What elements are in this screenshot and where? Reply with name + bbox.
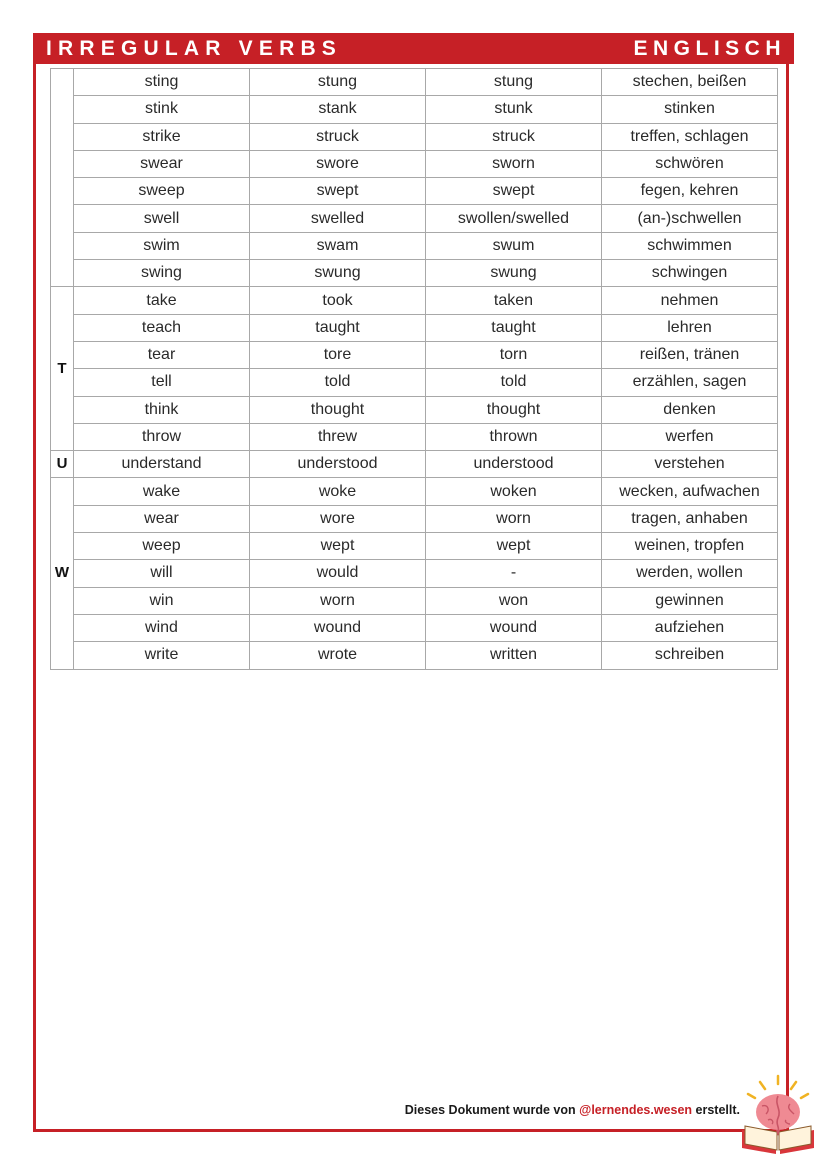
- footer-prefix: Dieses Dokument wurde von: [404, 1103, 580, 1117]
- table-row: [51, 150, 778, 177]
- infinitive-cell: write: [74, 642, 250, 669]
- past-participle-cell: struck: [426, 123, 602, 150]
- infinitive-cell: think: [74, 396, 250, 423]
- past-participle-cell: thrown: [426, 423, 602, 450]
- table-row: [51, 505, 778, 532]
- past-participle-cell: swept: [426, 178, 602, 205]
- table-row: [51, 232, 778, 259]
- past-participle-cell: stung: [426, 69, 602, 96]
- past-participle-cell: understood: [426, 451, 602, 478]
- translation-cell: verstehen: [602, 451, 778, 478]
- translation-cell: weinen, tropfen: [602, 533, 778, 560]
- translation-cell: wecken, aufwachen: [602, 478, 778, 505]
- translation-cell: tragen, anhaben: [602, 505, 778, 532]
- translation-cell: stinken: [602, 96, 778, 123]
- translation-cell: schwimmen: [602, 232, 778, 259]
- infinitive-cell: tear: [74, 341, 250, 368]
- infinitive-cell: wear: [74, 505, 250, 532]
- infinitive-cell: sweep: [74, 178, 250, 205]
- translation-cell: (an-)schwellen: [602, 205, 778, 232]
- past-participle-cell: torn: [426, 341, 602, 368]
- past-participle-cell: -: [426, 560, 602, 587]
- translation-cell: schwingen: [602, 260, 778, 287]
- table-row: [51, 478, 778, 505]
- past-participle-cell: wound: [426, 614, 602, 641]
- infinitive-cell: stink: [74, 96, 250, 123]
- letter-cell: U: [51, 451, 74, 478]
- translation-cell: lehren: [602, 314, 778, 341]
- simple-past-cell: swung: [250, 260, 426, 287]
- subject-label: ENGLISCH: [633, 37, 786, 60]
- simple-past-cell: told: [250, 369, 426, 396]
- table-row: [51, 451, 778, 478]
- translation-cell: schreiben: [602, 642, 778, 669]
- table-row: [51, 396, 778, 423]
- past-participle-cell: worn: [426, 505, 602, 532]
- simple-past-cell: took: [250, 287, 426, 314]
- simple-past-cell: threw: [250, 423, 426, 450]
- simple-past-cell: understood: [250, 451, 426, 478]
- past-participle-cell: taken: [426, 287, 602, 314]
- past-participle-cell: wept: [426, 533, 602, 560]
- footer-handle: @lernendes.wesen: [579, 1103, 693, 1117]
- infinitive-cell: swing: [74, 260, 250, 287]
- simple-past-cell: swelled: [250, 205, 426, 232]
- simple-past-cell: stung: [250, 69, 426, 96]
- table-row: [51, 69, 778, 96]
- infinitive-cell: tell: [74, 369, 250, 396]
- infinitive-cell: sting: [74, 69, 250, 96]
- simple-past-cell: wrote: [250, 642, 426, 669]
- past-participle-cell: swum: [426, 232, 602, 259]
- simple-past-cell: wept: [250, 533, 426, 560]
- simple-past-cell: worn: [250, 587, 426, 614]
- infinitive-cell: strike: [74, 123, 250, 150]
- simple-past-cell: woke: [250, 478, 426, 505]
- past-participle-cell: taught: [426, 314, 602, 341]
- simple-past-cell: thought: [250, 396, 426, 423]
- translation-cell: fegen, kehren: [602, 178, 778, 205]
- footer-suffix: erstellt.: [692, 1103, 740, 1117]
- letter-cell: T: [51, 287, 74, 451]
- infinitive-cell: swell: [74, 205, 250, 232]
- infinitive-cell: weep: [74, 533, 250, 560]
- infinitive-cell: swear: [74, 150, 250, 177]
- past-participle-cell: told: [426, 369, 602, 396]
- table-row: [51, 587, 778, 614]
- table-row: [51, 96, 778, 123]
- table-row: [51, 123, 778, 150]
- translation-cell: erzählen, sagen: [602, 369, 778, 396]
- infinitive-cell: win: [74, 587, 250, 614]
- infinitive-cell: throw: [74, 423, 250, 450]
- table-row: [51, 533, 778, 560]
- table-row: [51, 369, 778, 396]
- table-row: [51, 287, 778, 314]
- infinitive-cell: wake: [74, 478, 250, 505]
- header-bar: [33, 33, 794, 64]
- letter-cell: W: [51, 478, 74, 669]
- past-participle-cell: sworn: [426, 150, 602, 177]
- page-title: IRREGULAR VERBS: [46, 37, 343, 60]
- infinitive-cell: will: [74, 560, 250, 587]
- simple-past-cell: would: [250, 560, 426, 587]
- past-participle-cell: stunk: [426, 96, 602, 123]
- translation-cell: stechen, beißen: [602, 69, 778, 96]
- past-participle-cell: written: [426, 642, 602, 669]
- simple-past-cell: stank: [250, 96, 426, 123]
- infinitive-cell: swim: [74, 232, 250, 259]
- past-participle-cell: swollen/swelled: [426, 205, 602, 232]
- simple-past-cell: swam: [250, 232, 426, 259]
- table-row: [51, 260, 778, 287]
- table-row: [51, 205, 778, 232]
- verb-table: [50, 68, 778, 670]
- translation-cell: werfen: [602, 423, 778, 450]
- infinitive-cell: teach: [74, 314, 250, 341]
- past-participle-cell: woken: [426, 478, 602, 505]
- translation-cell: reißen, tränen: [602, 341, 778, 368]
- letter-cell: [51, 69, 74, 287]
- simple-past-cell: taught: [250, 314, 426, 341]
- table-row: [51, 423, 778, 450]
- table-row: [51, 614, 778, 641]
- past-participle-cell: won: [426, 587, 602, 614]
- simple-past-cell: tore: [250, 341, 426, 368]
- simple-past-cell: swept: [250, 178, 426, 205]
- translation-cell: aufziehen: [602, 614, 778, 641]
- past-participle-cell: thought: [426, 396, 602, 423]
- infinitive-cell: wind: [74, 614, 250, 641]
- simple-past-cell: wore: [250, 505, 426, 532]
- footer-credit: [405, 1103, 740, 1117]
- translation-cell: denken: [602, 396, 778, 423]
- simple-past-cell: wound: [250, 614, 426, 641]
- table-row: [51, 560, 778, 587]
- translation-cell: treffen, schlagen: [602, 123, 778, 150]
- table-row: [51, 178, 778, 205]
- simple-past-cell: struck: [250, 123, 426, 150]
- infinitive-cell: understand: [74, 451, 250, 478]
- table-row: [51, 314, 778, 341]
- table-row: [51, 341, 778, 368]
- infinitive-cell: take: [74, 287, 250, 314]
- translation-cell: schwören: [602, 150, 778, 177]
- translation-cell: gewinnen: [602, 587, 778, 614]
- table-row: [51, 642, 778, 669]
- simple-past-cell: swore: [250, 150, 426, 177]
- brain-book-logo: [738, 1074, 818, 1158]
- translation-cell: werden, wollen: [602, 560, 778, 587]
- past-participle-cell: swung: [426, 260, 602, 287]
- translation-cell: nehmen: [602, 287, 778, 314]
